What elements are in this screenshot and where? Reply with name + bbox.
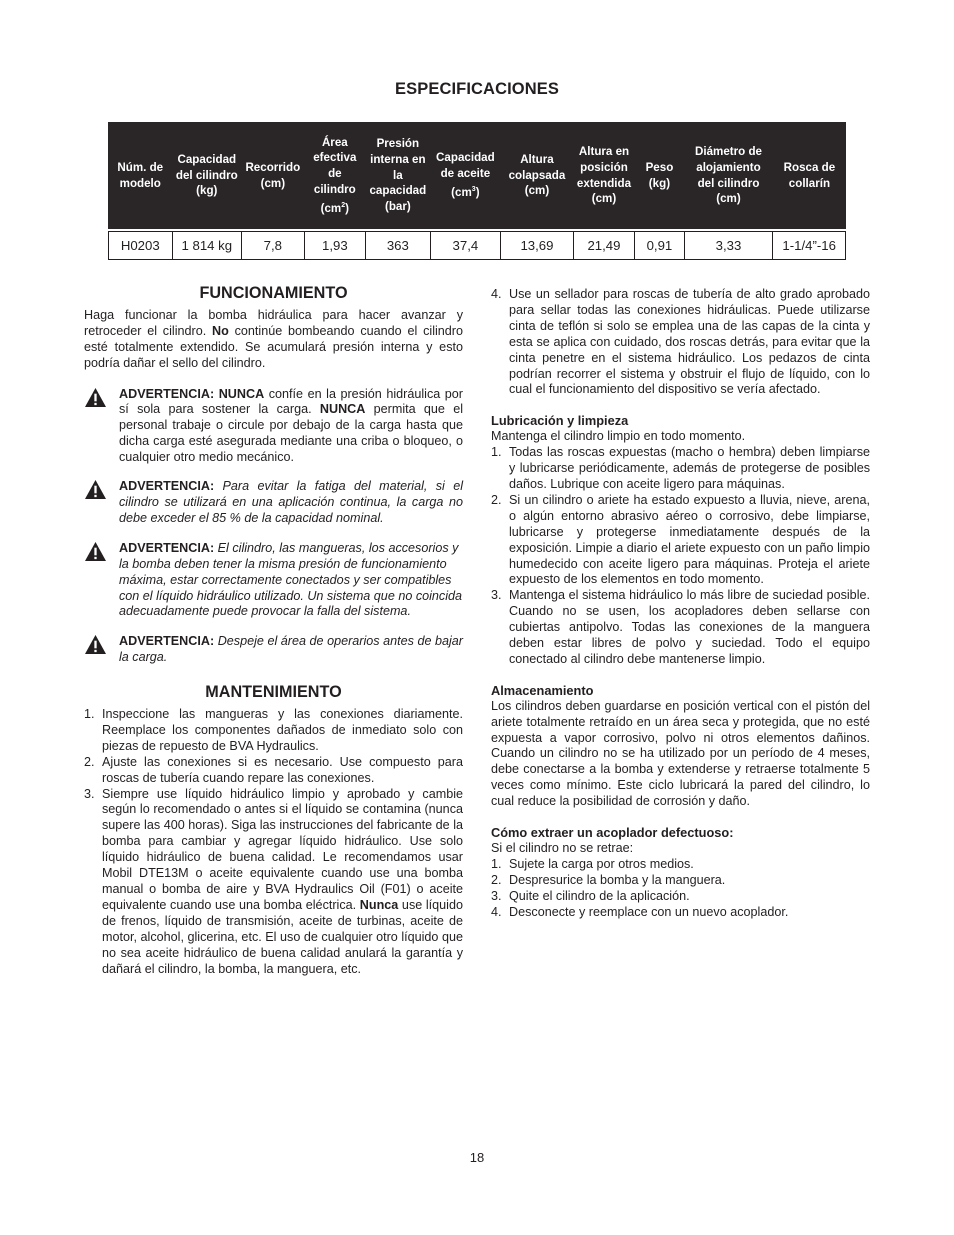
acoplador-list <box>491 857 870 921</box>
list-item: 1. Inspeccione las mangueras y las conexiones diariamente. Reemplace los componentes dañados de inmediato solo con piezas de repuesto de BVA Hydraulics. <box>84 707 463 753</box>
subheading-acoplador: Cómo extraer un acoplador defectuoso: <box>491 825 734 841</box>
spec-cell: 37,4 <box>430 232 501 260</box>
lubricacion-intro: Mantenga el cilindro limpio en todo momento. <box>491 429 746 444</box>
spec-cell: 1 814 kg <box>172 232 242 260</box>
spec-header-cell: Capacidad del cilindro (kg) <box>172 122 242 229</box>
spec-cell: 1,93 <box>304 232 366 260</box>
lubricacion-list <box>491 445 870 668</box>
page-number: 18 <box>469 1150 485 1165</box>
spec-header-row <box>109 122 846 229</box>
mantenimiento-list-continued <box>491 287 870 398</box>
subheading-almacenamiento: Almacenamiento <box>491 682 594 698</box>
spec-header-cell: Área efectiva de cilindro $(cm^2)$ <box>304 122 366 229</box>
list-item: 1. Todas las roscas expuestas (macho o hembra) deben limpiarse y lubricarse periódicamente, además de protegerse de posibles daños. Lubrique con aceite ligero para máquinas. <box>491 445 870 491</box>
spec-cell: 13,69 <box>501 232 574 260</box>
spec-header-cell: Capacidad de aceite $(cm^3)$ <box>430 122 501 229</box>
spec-cell: 7,8 <box>242 232 305 260</box>
page-title: ESPECIFICACIONES <box>395 80 559 98</box>
spec-cell: 1-1/4”-16 <box>773 232 846 260</box>
warning-block: ADVERTENCIA: Despeje el área de operarios antes de bajar la carga. <box>84 634 463 666</box>
warning-triangle-icon <box>84 387 107 408</box>
spec-header-cell: Presión interna en la capacidad (bar) <box>366 122 431 229</box>
list-item: 1. Sujete la carga por otros medios. <box>491 856 694 871</box>
list-item: 4. Desconecte y reemplace con un nuevo acoplador. <box>491 904 789 919</box>
funcionamiento-intro: Haga funcionar la bomba hidráulica para hacer avanzar y retroceder el cilindro. No continúe bombeando cuando el cilindro esté totalmente extendido. Se acumulará presión interna y esto podría dañar el sello del cilindro. <box>84 307 463 370</box>
warning-block: ADVERTENCIA: Para evitar la fatiga del material, si el cilindro se utilizará en una aplicación continua, la carga no debe exceder el 85 % de la capacidad nominal. <box>84 479 463 527</box>
list-item: 4. Use un sellador para roscas de tubería de alto grado aprobado para sellar todas las conexiones hidráulicas. Puede utilizarse cinta de teflón si solo se emplea una de las capas de la cinta y esta se aplica con cuidado, dos roscas detrás, para evitar que la cinta penetre en el sistema hidráulico. Los pedazos de cinta podrían recorrer el sistema y obstruir el flujo de líquido, con lo cual el funcionamiento del dispositivo se vería afectado. <box>491 287 870 397</box>
section-heading-funcionamiento: FUNCIONAMIENTO <box>199 284 348 302</box>
section-heading-mantenimiento: MANTENIMIENTO <box>205 683 342 702</box>
spec-cell: 363 <box>366 232 431 260</box>
warning-triangle-icon <box>84 634 107 655</box>
list-item: 3. Mantenga el sistema hidráulico lo más libre de suciedad posible. Cuando no se usen, los acopladores deben sellarse con cubiertas antipolvo. Todas las conexiones de la manguera deben estar libres de polvo y suciedad. Todo el equipo conectado al cilindro debe mantenerse limpio. <box>491 588 870 666</box>
spec-table <box>108 122 846 260</box>
warning-triangle-icon <box>84 479 107 500</box>
subheading-lubricacion: Lubricación y limpieza <box>491 413 629 429</box>
list-item: 2. Ajuste las conexiones si es necesario. Use compuesto para roscas de tubería cuando repare las conexiones. <box>84 754 463 785</box>
left-column <box>84 286 463 977</box>
spec-header-cell: Núm. de modelo <box>109 122 173 229</box>
spec-cell: 0,91 <box>635 232 684 260</box>
spec-header-cell: Altura en posición extendida (cm) <box>573 122 635 229</box>
table-row <box>109 232 846 260</box>
spec-header-cell: Diámetro de alojamiento del cilindro (cm) <box>684 122 773 229</box>
spec-header-cell: Altura colapsada (cm) <box>501 122 574 229</box>
spec-cell: H0203 <box>109 232 173 260</box>
spec-cell: 21,49 <box>573 232 635 260</box>
warning-block: ADVERTENCIA: NUNCA confíe en la presión hidráulica por sí sola para sostener la carga. NUNCA permita que el personal trabaje o circule por debajo de la carga hasta que dicha carga esté asegurada mediante una criba o bloqueo, o cualquier otro medio mecánico. <box>84 387 463 467</box>
acoplador-intro: Si el cilindro no se retrae: <box>491 841 634 855</box>
spec-header-cell: Peso (kg) <box>635 122 684 229</box>
spec-header-cell: Rosca de collarín <box>773 122 846 229</box>
right-column <box>491 287 870 921</box>
spec-cell: 3,33 <box>684 232 773 260</box>
list-item: 2. Despresurice la bomba y la manguera. <box>491 872 726 887</box>
warning-triangle-icon <box>84 541 107 562</box>
list-item: 2. Si un cilindro o ariete ha estado expuesto a lluvia, nieve, arena, o algún entorno abrasivo aéreo o corrosivo, debe limpiarse, lubricarse y protegerse inmediatamente después de la exposición. Limpie a diario el ariete expuesto con un paño limpio humedecido con aceite ligero para máquinas. Proteja el ariete expuesto de los elementos en todo momento. <box>491 492 870 587</box>
spec-header-cell: Recorrido (cm) <box>242 122 305 229</box>
list-item: 3. Siempre use líquido hidráulico limpio y aprobado y cambie según lo recomendado o antes si el líquido se contamina (nunca supere las 400 horas). Siga las instrucciones del fabricante de la bomba para cambiar y agregar líquido hidráulico. Use solo líquido hidráulico de buena calidad. Le recomendamos usar Mobil DTE13M o aceite equivalente cuando use una bomba manual o bomba de aire y BVA Hydraulics Oil (F01) o aceite equivalente cuando use una bomba eléctrica. Nunca use líquido de frenos, líquido de transmisión, aceite de turbinas, aceite de motor, alcohol, glicerina, etc. El uso de cualquier otro líquido que no sea aceite hidráulico de buena calidad anulará la garantía y dañará el cilindro, la bomba, la manguera, etc. <box>84 786 463 976</box>
mantenimiento-list <box>84 707 463 977</box>
list-item: 3. Quite el cilindro de la aplicación. <box>491 888 690 903</box>
warning-block: ADVERTENCIA: El cilindro, las mangueras, los accesorios y la bomba deben tener la misma presión de funcionamiento máxima, estar correctamente conectados y ser compatibles con el líquido hidráulico utilizado. Un sistema que no coincida adecuadamente puede provocar la falla del sistema. <box>84 541 463 621</box>
almacenamiento-text: Los cilindros deben guardarse en posición vertical con el pistón del ariete totalmente retraído en un área seca y protegida, que no esté expuesta a vapor corrosivo, polvo ni otros elementos dañinos. Cuando un cilindro no se ha utilizado por un período de 4 meses, debe conectarse a la bomba y extenderse y retraerse totalmente 5 veces como mínimo. Este ciclo lubricará la pared del cilindro, lo cual reduce la posibilidad de corrosión y daño. <box>491 698 870 809</box>
